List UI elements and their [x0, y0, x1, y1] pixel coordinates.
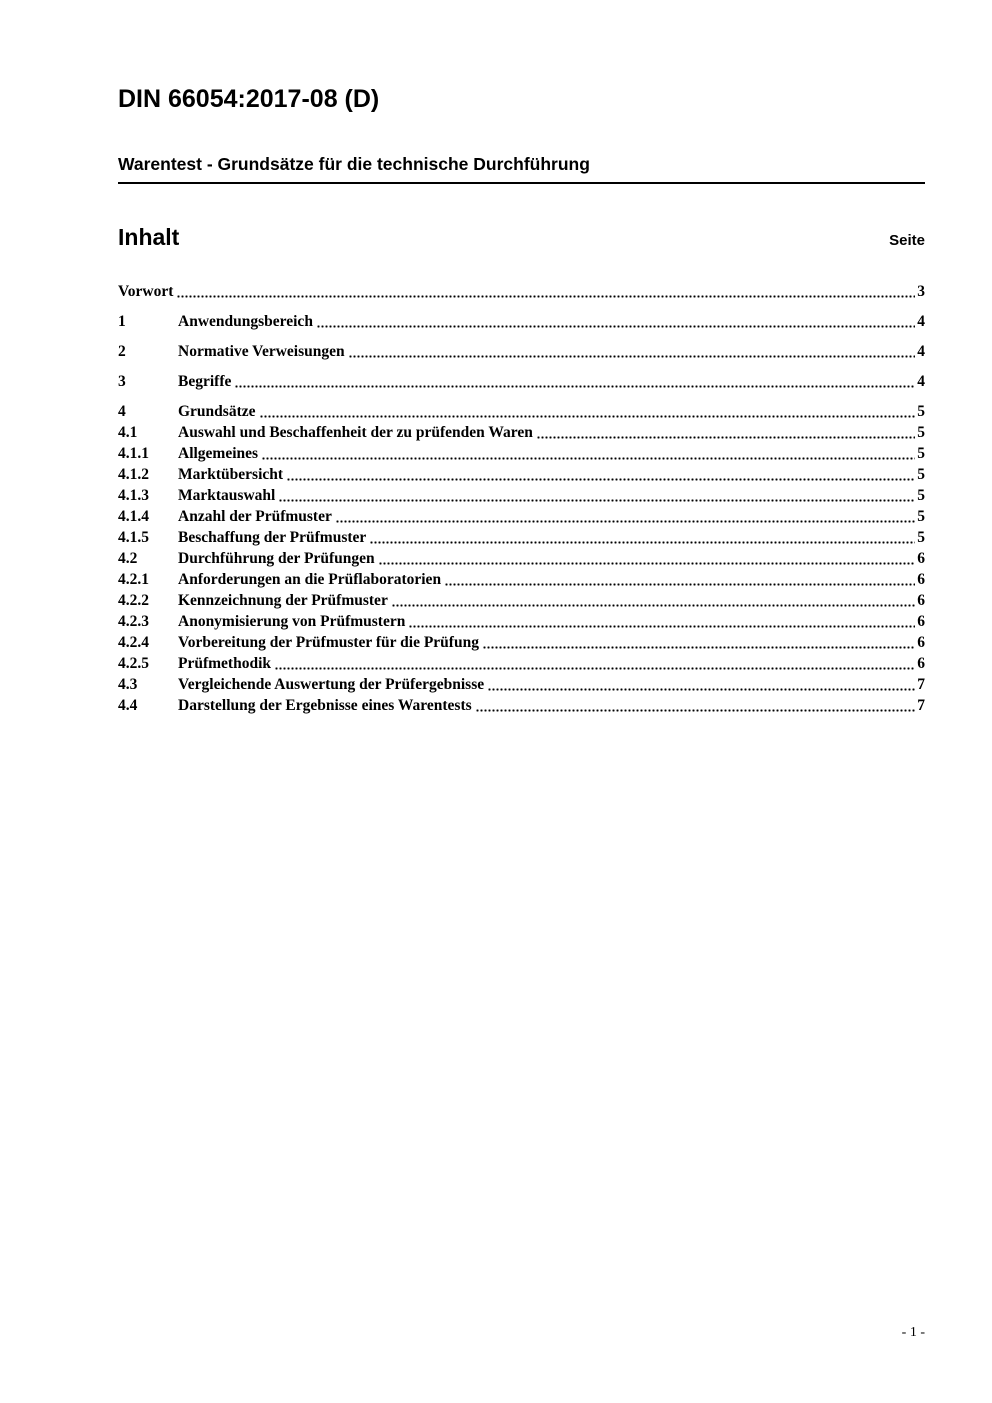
- dot-leader: [537, 436, 915, 439]
- dot-leader: [379, 562, 916, 565]
- toc-entry-number: 4.2.4: [118, 633, 149, 651]
- toc-heading: Inhalt: [118, 223, 180, 250]
- dot-leader: [409, 625, 915, 628]
- toc-row: [118, 590, 925, 611]
- toc-entry-label: Kennzeichnung der Prüfmuster: [178, 591, 388, 609]
- dot-leader: [275, 667, 915, 670]
- dot-leader: [476, 709, 916, 712]
- toc-entry-number: 4.2.5: [118, 654, 149, 672]
- toc-row: [118, 443, 925, 464]
- dot-leader: [177, 295, 915, 298]
- toc-entry-number: 4.1.1: [118, 444, 149, 462]
- toc-entry-page: 5: [917, 402, 925, 420]
- toc-row: [118, 341, 925, 362]
- toc-entry-label: Anonymisierung von Prüfmustern: [178, 612, 406, 630]
- toc-entry-number: 2: [118, 342, 126, 360]
- toc-entry-label: Durchführung der Prüfungen: [178, 549, 375, 567]
- dot-leader: [287, 478, 915, 481]
- toc-entry-label: Allgemeines: [178, 444, 259, 462]
- toc-entry-label: Anwendungsbereich: [178, 312, 313, 330]
- toc-row: [118, 464, 925, 485]
- toc-entry-label: Grundsätze: [178, 402, 256, 420]
- toc-row: [118, 653, 925, 674]
- dot-leader: [262, 457, 915, 460]
- toc-entry-page: 6: [917, 633, 925, 651]
- dot-leader: [235, 385, 915, 388]
- toc-entry-number: 3: [118, 372, 126, 390]
- dot-leader: [279, 499, 915, 502]
- toc-entry-page: 6: [917, 612, 925, 630]
- toc-entry-number: 4.2.1: [118, 570, 149, 588]
- toc-entry-page: 6: [917, 591, 925, 609]
- toc-entry-number: 4.2: [118, 549, 138, 567]
- dot-leader: [260, 415, 916, 418]
- toc-row: [118, 401, 925, 422]
- toc-entry-page: 4: [917, 342, 925, 360]
- document-title: DIN 66054:2017-08 (D): [118, 85, 380, 113]
- toc-entry-page: 7: [917, 696, 925, 714]
- toc-entry-label: Anforderungen an die Prüflaboratorien: [178, 570, 442, 588]
- toc-entry-number: 4.1.5: [118, 528, 149, 546]
- toc-entry-page: 5: [917, 528, 925, 546]
- dot-leader: [370, 541, 915, 544]
- toc-row: [118, 281, 925, 302]
- toc-row: [118, 422, 925, 443]
- toc-entry-page: 6: [917, 570, 925, 588]
- toc-entry-label: Normative Verweisungen: [178, 342, 345, 360]
- toc-entry-label: Begriffe: [178, 372, 232, 390]
- toc-entry-page: 4: [917, 312, 925, 330]
- toc-row: [118, 311, 925, 332]
- toc-entry-number: 4: [118, 402, 126, 420]
- toc-entry-number: 4.1.3: [118, 486, 149, 504]
- toc-entry-label: Darstellung der Ergebnisse eines Warentests: [178, 696, 472, 714]
- dot-leader: [317, 325, 915, 328]
- toc-entry-page: 6: [917, 549, 925, 567]
- toc-entry-page: 5: [917, 465, 925, 483]
- toc-entry-number: 4.1.4: [118, 507, 149, 525]
- toc-entry-label: Marktauswahl: [178, 486, 276, 504]
- dot-leader: [445, 583, 915, 586]
- dot-leader: [483, 646, 915, 649]
- toc-entry-page: 5: [917, 444, 925, 462]
- toc-row: [118, 674, 925, 695]
- toc-entry-label: Prüfmethodik: [178, 654, 271, 672]
- toc-header: [118, 224, 925, 251]
- toc-entry-label: Vorbereitung der Prüfmuster für die Prüfung: [178, 633, 479, 651]
- toc-row: [118, 527, 925, 548]
- toc-entry-page: 7: [917, 675, 925, 693]
- toc-entry-page: 5: [917, 486, 925, 504]
- page-number-footer: - 1 -: [901, 1325, 925, 1340]
- toc-row: [118, 611, 925, 632]
- toc-entry-page: 3: [917, 282, 925, 300]
- toc-entry-label: Beschaffung der Prüfmuster: [178, 528, 367, 546]
- toc-row: [118, 569, 925, 590]
- toc-entry-label: Marktübersicht: [178, 465, 284, 483]
- toc-row: [118, 632, 925, 653]
- toc-entry-page: 5: [917, 423, 925, 441]
- dot-leader: [488, 688, 915, 691]
- toc-row: [118, 506, 925, 527]
- toc-entry-number: 1: [118, 312, 126, 330]
- toc-entry-number: 4.2.2: [118, 591, 149, 609]
- toc-entry-page: 4: [917, 372, 925, 390]
- document-subtitle: Warentest - Grundsätze für die technische Durchführung: [118, 154, 925, 184]
- toc-entry-number: 4.4: [118, 696, 138, 714]
- toc-row: [118, 548, 925, 569]
- toc-entry-number: 4.3: [118, 675, 138, 693]
- dot-leader: [336, 520, 915, 523]
- toc-entry-number: 4.1: [118, 423, 138, 441]
- page-column-label: Seite: [889, 231, 925, 249]
- toc-entry-number: 4.1.2: [118, 465, 149, 483]
- toc-row: [118, 485, 925, 506]
- toc-entry-label: Vorwort: [118, 282, 174, 300]
- toc-list: [118, 281, 925, 716]
- toc-entry-label: Anzahl der Prüfmuster: [178, 507, 332, 525]
- dot-leader: [349, 355, 916, 358]
- toc-entry-page: 6: [917, 654, 925, 672]
- toc-row: [118, 371, 925, 392]
- toc-row: [118, 695, 925, 716]
- toc-entry-number: 4.2.3: [118, 612, 149, 630]
- toc-entry-page: 5: [917, 507, 925, 525]
- toc-entry-label: Vergleichende Auswertung der Prüfergebnisse: [178, 675, 485, 693]
- toc-entry-label: Auswahl und Beschaffenheit der zu prüfenden Waren: [178, 423, 533, 441]
- dot-leader: [392, 604, 915, 607]
